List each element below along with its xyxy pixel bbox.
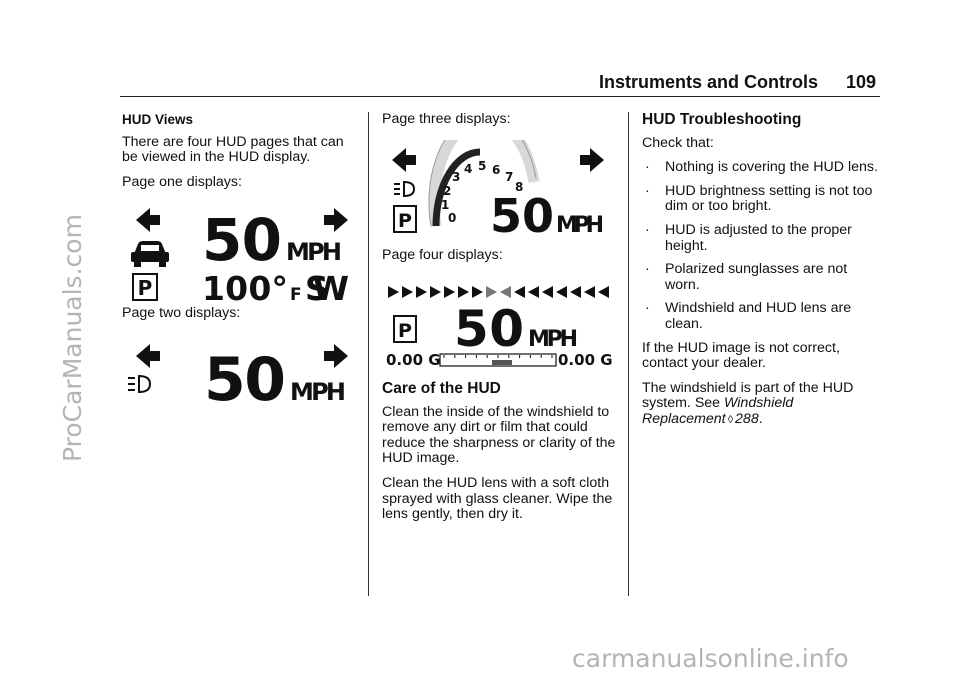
lane-chevron bbox=[500, 286, 511, 298]
care-section bbox=[382, 381, 618, 532]
lateral-g-right: 0.00 G bbox=[558, 351, 613, 369]
headlamp-icon bbox=[394, 182, 414, 196]
tach-label: 7 bbox=[505, 170, 514, 184]
tach-label: 8 bbox=[515, 180, 524, 194]
side-watermark: ProCarManuals.com bbox=[58, 214, 87, 462]
troubleshooting-heading: HUD Troubleshooting bbox=[642, 111, 802, 128]
lane-chevron bbox=[402, 286, 413, 298]
bottom-watermark: carmanualsonline.info bbox=[572, 644, 849, 673]
lane-chevron bbox=[556, 286, 567, 298]
lane-chevron bbox=[472, 286, 483, 298]
tach-label: 4 bbox=[464, 162, 473, 176]
headlamp-icon bbox=[128, 376, 150, 392]
turn-right-arrow-icon bbox=[324, 344, 348, 368]
not-correct-text: If the HUD image is not correct, contact your dealer. bbox=[642, 339, 840, 372]
lane-chevron bbox=[514, 286, 525, 298]
lane-chevron bbox=[458, 286, 469, 298]
page-two-label: Page two displays: bbox=[122, 305, 241, 321]
speed-unit: MPH bbox=[290, 378, 346, 406]
page-number: 109 bbox=[845, 72, 876, 92]
tach-label: 5 bbox=[478, 159, 487, 173]
page-three-label: Page three displays: bbox=[382, 111, 511, 127]
hud-views-intro: There are four HUD pages that can be viewed in the HUD display. bbox=[122, 133, 344, 166]
windshield-replacement-link[interactable]: Windshield Replacement ◊ 288 bbox=[642, 395, 794, 427]
lane-chevron bbox=[486, 286, 497, 298]
lane-chevron bbox=[444, 286, 455, 298]
turn-left-arrow-icon bbox=[136, 344, 160, 368]
care-heading: Care of the HUD bbox=[382, 380, 501, 397]
speed-readout: 50 bbox=[202, 206, 282, 274]
section-title: Instruments and Controls bbox=[598, 72, 818, 92]
troubleshooting-section bbox=[642, 112, 878, 438]
hud-page-three bbox=[384, 140, 614, 240]
gear-indicator: P bbox=[398, 320, 412, 342]
page-four-label: Page four displays: bbox=[382, 247, 503, 263]
tach-label: 6 bbox=[492, 163, 501, 177]
lane-chevron bbox=[542, 286, 553, 298]
speed-readout: 50 bbox=[454, 300, 524, 358]
turn-right-arrow-icon bbox=[580, 148, 604, 172]
lane-chevron bbox=[598, 286, 609, 298]
page-one-label: Page one displays: bbox=[122, 173, 242, 190]
care-paragraph-2: Clean the HUD lens with a soft cloth sprayed with glass cleaner. Wipe the lens gently, then dry it. bbox=[382, 474, 613, 523]
turn-left-arrow-icon bbox=[392, 148, 416, 172]
gear-indicator: P bbox=[398, 210, 412, 232]
tach-label: 1 bbox=[441, 198, 450, 212]
park-gear-icon bbox=[133, 274, 157, 300]
speed-unit: MPH bbox=[286, 238, 342, 266]
care-paragraph-1: Clean the inside of the windshield to remove any dirt or film that could reduce the sharpness or clarity of the HUD image. bbox=[382, 403, 616, 467]
speed-readout: 50 bbox=[490, 189, 554, 240]
lane-chevron bbox=[430, 286, 441, 298]
list-item: · HUD is adjusted to the proper height. bbox=[645, 221, 852, 254]
list-item: · Polarized sunglasses are not worn. bbox=[645, 261, 848, 293]
compass-heading: SW bbox=[305, 269, 349, 304]
list-item: · Nothing is covering the HUD lens. bbox=[645, 159, 878, 176]
lateral-g-left: 0.00 G bbox=[386, 351, 441, 369]
hud-page-one bbox=[124, 200, 356, 304]
lane-chevron bbox=[528, 286, 539, 298]
hud-page-four bbox=[384, 278, 616, 370]
hud-page-two bbox=[124, 338, 356, 408]
windshield-text: The windshield is part of the HUD system. See Windshield Replacement ◊ 288. bbox=[642, 379, 854, 427]
park-gear-icon bbox=[394, 316, 416, 342]
list-item: · HUD brightness setting is not too dim or too bright. bbox=[645, 182, 873, 215]
list-item: · Windshield and HUD lens are clean. bbox=[645, 300, 852, 332]
temperature-readout: 100° bbox=[202, 269, 288, 304]
column-divider-1 bbox=[368, 112, 369, 596]
temperature-unit: F bbox=[290, 285, 302, 304]
speed-readout: 50 bbox=[204, 345, 286, 408]
tach-label: 3 bbox=[452, 170, 461, 184]
tach-label: 2 bbox=[443, 184, 452, 198]
column-divider-2 bbox=[628, 112, 629, 596]
lane-chevron bbox=[584, 286, 595, 298]
lane-chevron bbox=[570, 286, 581, 298]
check-label: Check that: bbox=[642, 134, 714, 151]
column-hud-views bbox=[122, 112, 358, 199]
park-gear-icon bbox=[394, 206, 416, 232]
lane-chevron bbox=[416, 286, 427, 298]
turn-right-arrow-icon bbox=[324, 208, 348, 232]
turn-left-arrow-icon bbox=[136, 208, 160, 232]
gear-indicator: P bbox=[137, 276, 153, 300]
vehicle-ahead-icon bbox=[131, 241, 169, 267]
lane-chevrons-indicator bbox=[388, 286, 609, 298]
hud-views-heading: HUD Views bbox=[122, 112, 194, 127]
lane-chevron bbox=[388, 286, 399, 298]
speed-unit: MPH bbox=[556, 213, 604, 238]
page-header bbox=[120, 66, 880, 97]
tach-label: 0 bbox=[448, 211, 457, 225]
speed-unit: MPH bbox=[528, 327, 578, 352]
